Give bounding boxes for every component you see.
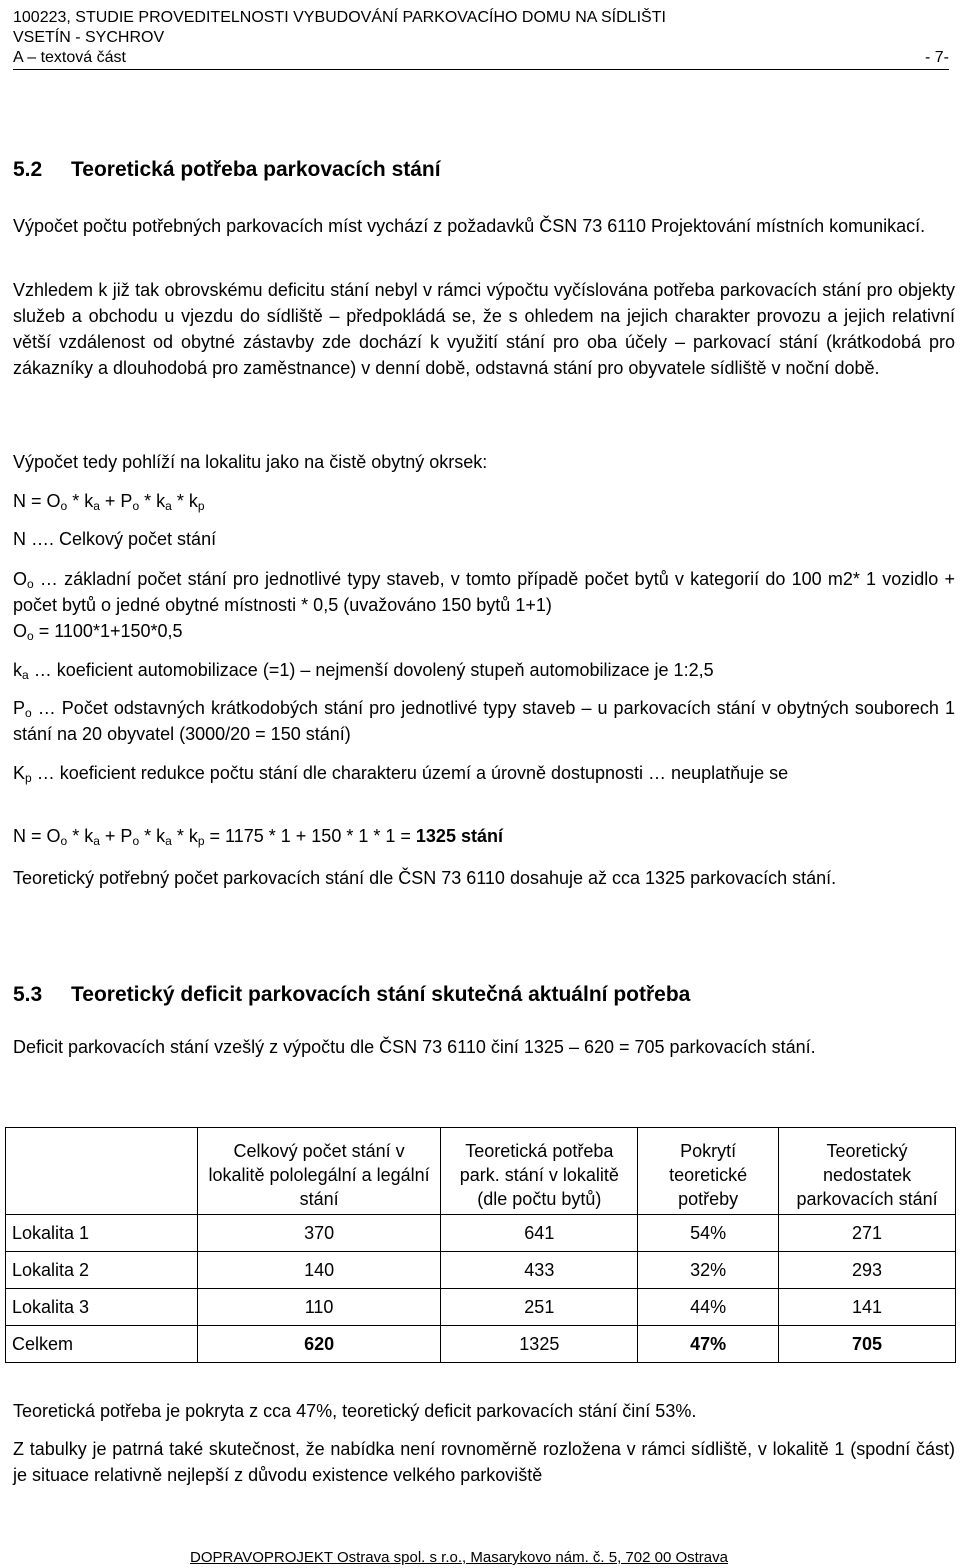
definition-ka: $k_a$ … koeficient automobilizace (=1) – nejmenší dovolený stupeň automobilizace je 1:2,5 [13,660,714,682]
heading-5-3-number: 5.3 [13,983,43,1006]
paragraph-conclusion-5-2: Teoretický potřebný počet parkovacích stání dle ČSN 73 6110 dosahuje až cca 1325 parkovacích stání. [13,868,837,888]
table-cell-shortage: 271 [779,1215,956,1252]
paragraph-deficit-context: Vzhledem k již tak obrovskému deficitu stání nebyl v rámci výpočtu vyčíslována potřeba parkovacích stání pro objekty služeb a obchodu u vjezdu do sídliště – předpokládá se, že s ohledem na jejich charakter provozu a jejich relativní větší vzdálenost od obytné zástavby zde dochází k využití stání pro oba účely – parkovací stání (krátkodobá pro zákazníky a dlouhodobá pro zaměstnance) v denní době, odstavná stání pro obyvatele sídliště v noční době. [13,280,955,378]
paragraph-calc-intro: Výpočet tedy pohlíží na lokalitu jako na čistě obytný okrsek: [13,452,488,472]
page-header [13,8,949,68]
table-cell-location: Lokalita 3 [6,1289,198,1326]
table-cell-need: 1325 [441,1326,638,1363]
footer-text: DOPRAVOPROJEKT Ostrava spol. s r.o., Masarykovo nám. č. 5, 702 00 Ostrava [190,1549,728,1566]
definition-kp: $K_p$ … koeficient redukce počtu stání dle charakteru území a úrovně dostupnosti … neuplatňuje se [13,763,789,785]
definition-po: $P_o$ … Počet odstavných krátkodobých stání pro jednotlivé typy staveb – u parkovacích stání v obytných souborech 1 stání na 20 obyvatel (3000/20 = 150 stání) [13,698,955,744]
table-cell-coverage: 32% [638,1252,779,1289]
heading-5-3-title: Teoretický deficit parkovacích stání skutečná aktuální potřeba [71,983,691,1006]
heading-5-2-number: 5.2 [13,158,43,181]
heading-5-2-title: Teoretická potřeba parkovacích stání [71,158,441,181]
page-number: - 7- [925,49,949,66]
header-title-line1: 100223, STUDIE PROVEDITELNOSTI VYBUDOVÁNÍ PARKOVACÍHO DOMU NA SÍDLIŠTI [13,9,666,26]
table-cell-total: 370 [197,1215,441,1252]
table-header-theoretical-need: Teoretická potřeba park. stání v lokalitě (dle počtu bytů) [441,1128,638,1215]
page-footer [190,1549,728,1566]
definition-ka-text: … koeficient automobilizace (=1) – nejmenší dovolený stupeň automobilizace je 1:2,5 [33,660,714,680]
table-cell-need: 251 [441,1289,638,1326]
table-cell-location: Celkem [6,1326,198,1363]
formula-result-calc: = 1175 * 1 + 150 * 1 * 1 = [209,826,411,846]
definition-oo-value: = 1100*1+150*0,5 [38,621,183,641]
definition-po-text: … Počet odstavných krátkodobých stání pro jednotlivé typy staveb – u parkovacích stání v obytných souborech 1 stání na 20 obyvatel (3000/20 = 150 stání) [13,698,955,744]
heading-5-2 [13,158,441,182]
table-row-total [6,1326,956,1363]
table-row [6,1252,956,1289]
header-section-line [13,48,949,68]
definition-oo: $O_o$ … základní počet stání pro jednotlivé typy staveb, v tomto případě počet bytů v kategorií do 100 m2* 1 vozidlo + počet bytů o jedné obytné místnosti * 0,5 (uvažováno 150 bytů 1+1) $O_o = 1100*1+150*0,5$ [13,569,955,643]
paragraph-intro: Výpočet počtu potřebných parkovacích míst vychází z požadavků ČSN 73 6110 Projektování místních komunikací. [13,216,926,236]
formula-result-value: 1325 stání [415,826,503,846]
table-cell-coverage: 44% [638,1289,779,1326]
header-section: A – textová část [13,49,126,66]
table-header-shortage: Teoretický nedostatek parkovacích stání [779,1128,956,1215]
formula-result: $N = O_o * k_a + P_o * k_a * k_p = 1175 * 1 + 150 * 1 * 1 = 1325$ stání [13,826,503,848]
paragraph-coverage-summary: Teoretická potřeba je pokryta z cca 47%, teoretický deficit parkovacích stání činí 53%. [13,1401,697,1421]
paragraph-deficit-5-3: Deficit parkovacích stání vzešlý z výpočtu dle ČSN 73 6110 činí 1325 – 620 = 705 parkovacích stání. [13,1037,816,1057]
table-row [6,1289,956,1326]
header-divider [13,69,949,70]
definition-n: N …. Celkový počet stání [13,529,217,549]
table-header-cell-empty [6,1128,198,1215]
table-cell-shortage: 141 [779,1289,956,1326]
table-cell-coverage: 54% [638,1215,779,1252]
coverage-table [5,1127,956,1363]
table-header-total-spaces: Celkový počet stání v lokalitě pololegální a legální stání [197,1128,441,1215]
table-cell-coverage: 47% [638,1326,779,1363]
header-title-line2: VSETÍN - SYCHROV [13,29,165,46]
table-cell-total: 620 [197,1326,441,1363]
paragraph-distribution: Z tabulky je patrná také skutečnost, že nabídka není rovnoměrně rozložena v rámci sídliště, v lokalitě 1 (spodní část) je situace relativně nejlepší z důvodu existence velkého parkoviště [13,1439,955,1485]
heading-5-3 [13,983,690,1007]
table-cell-shortage: 293 [779,1252,956,1289]
table-cell-need: 433 [441,1252,638,1289]
table-cell-shortage: 705 [779,1326,956,1363]
table-cell-need: 641 [441,1215,638,1252]
definition-oo-text: … základní počet stání pro jednotlivé typy staveb, v tomto případě počet bytů v kategorií do 100 m2* 1 vozidlo + počet bytů o jedné obytné místnosti * 0,5 (uvažováno 150 bytů 1+1) [13,569,955,615]
table-header-row [6,1128,956,1215]
definition-kp-text: … koeficient redukce počtu stání dle charakteru území a úrovně dostupnosti … neuplatňuje se [36,763,789,783]
table-row [6,1215,956,1252]
table-cell-location: Lokalita 1 [6,1215,198,1252]
table-cell-location: Lokalita 2 [6,1252,198,1289]
formula-general: $N = O_o * k_a + P_o * k_a * k_p$ [13,491,205,513]
table-cell-total: 110 [197,1289,441,1326]
table-cell-total: 140 [197,1252,441,1289]
table-header-coverage: Pokrytí teoretické potřeby [638,1128,779,1215]
